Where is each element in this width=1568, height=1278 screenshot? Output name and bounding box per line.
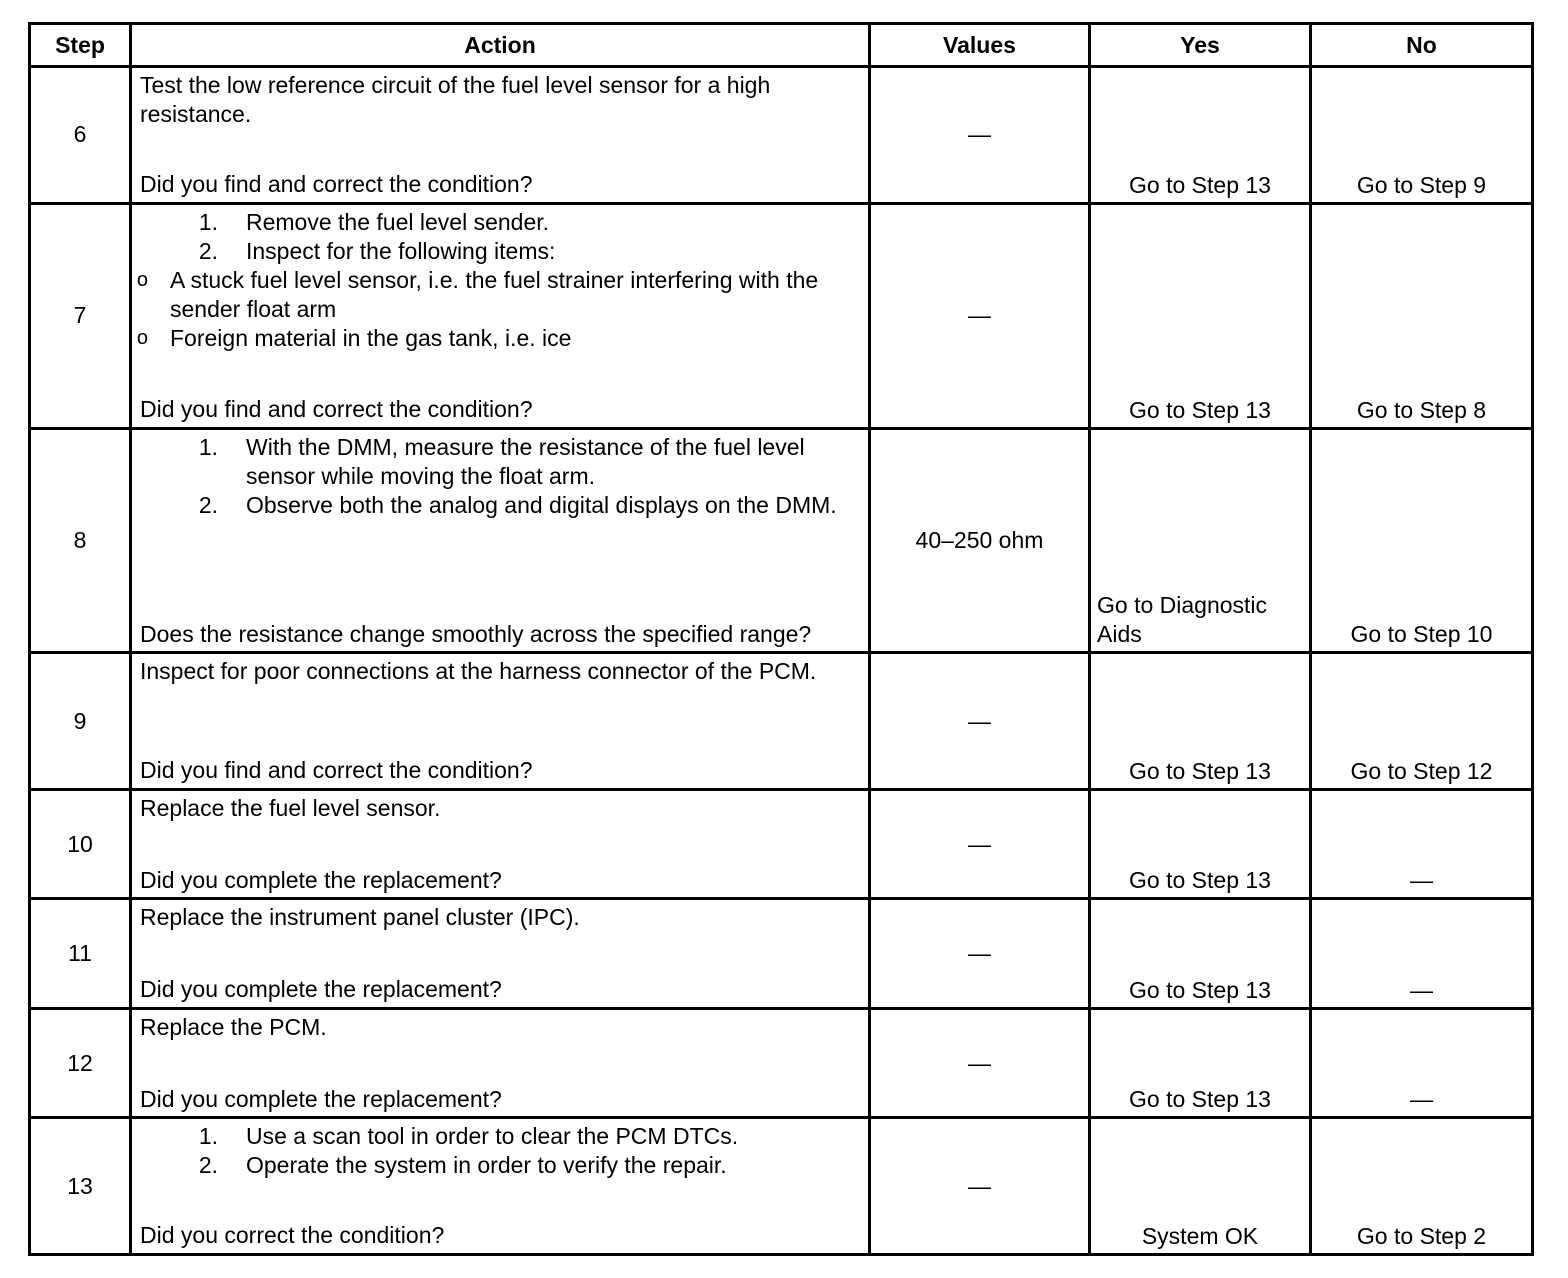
table-row xyxy=(30,1118,1533,1255)
action-cell xyxy=(131,428,870,653)
yes-cell xyxy=(1090,899,1311,1008)
list-item-number: 1. xyxy=(198,208,218,235)
header-step: Step xyxy=(30,24,131,67)
yes-result: System OK xyxy=(1141,1223,1259,1249)
action-instructions xyxy=(140,794,860,823)
list-item-text: Observe both the analog and digital displays on the DMM. xyxy=(246,491,837,518)
table-row xyxy=(30,899,1533,1008)
list-item-number: 2. xyxy=(198,491,218,518)
header-values: Values xyxy=(870,24,1090,67)
values-cell: — xyxy=(870,899,1090,1008)
action-content xyxy=(132,430,868,651)
list-item-number: 1. xyxy=(198,1123,218,1150)
table-row xyxy=(30,653,1533,790)
values-cell: — xyxy=(870,67,1090,204)
action-question: Did you complete the replacement? xyxy=(140,1085,502,1112)
step-number: 10 xyxy=(30,790,131,899)
table-row xyxy=(30,428,1533,653)
sub-list-item xyxy=(68,324,860,353)
action-instructions xyxy=(140,71,860,129)
list-item-number: 2. xyxy=(198,1152,218,1179)
sub-list xyxy=(68,266,860,353)
list-item xyxy=(140,1122,860,1151)
table-row xyxy=(30,203,1533,428)
values-cell: — xyxy=(870,203,1090,428)
list-item xyxy=(140,208,860,237)
action-cell xyxy=(131,67,870,204)
yes-result: Go to Diagnostic Aids xyxy=(1097,592,1268,648)
diagnostic-table xyxy=(28,22,1534,1256)
header-action: Action xyxy=(131,24,870,67)
no-result: Go to Step 2 xyxy=(1356,1223,1487,1249)
values-cell: 40–250 ohm xyxy=(870,428,1090,653)
action-content xyxy=(132,68,868,201)
step-number: 8 xyxy=(30,428,131,653)
action-steps-list xyxy=(140,1122,860,1180)
step-number: 7 xyxy=(30,203,131,428)
list-item-text: Remove the fuel level sender. xyxy=(246,208,550,235)
list-item-number: 2. xyxy=(198,237,218,264)
action-question: Did you complete the replacement? xyxy=(140,867,502,893)
no-result: — xyxy=(1410,867,1433,894)
table-row xyxy=(30,1008,1533,1117)
no-cell xyxy=(1311,1008,1533,1117)
step-number: 12 xyxy=(30,1008,131,1117)
yes-cell xyxy=(1090,428,1311,653)
header-yes: Yes xyxy=(1090,24,1311,67)
yes-result: Go to Step 13 xyxy=(1129,396,1271,423)
action-content xyxy=(132,791,868,897)
action-question: Did you correct the condition? xyxy=(140,1222,445,1249)
action-cell xyxy=(131,653,870,790)
no-result: — xyxy=(1410,1086,1433,1113)
list-item-text: Operate the system in order to verify the repair. xyxy=(246,1152,727,1179)
step-number: 9 xyxy=(30,653,131,790)
no-cell xyxy=(1311,653,1533,790)
no-result: Go to Step 12 xyxy=(1350,758,1493,784)
yes-cell xyxy=(1090,67,1311,204)
list-item xyxy=(140,491,860,520)
no-cell xyxy=(1311,428,1533,653)
no-result: Go to Step 8 xyxy=(1356,396,1487,423)
action-cell xyxy=(131,899,870,1008)
action-instructions xyxy=(140,903,860,932)
yes-cell xyxy=(1090,653,1311,790)
action-content xyxy=(132,900,868,1006)
action-steps-list xyxy=(136,208,860,353)
no-cell xyxy=(1311,67,1533,204)
yes-result: Go to Step 13 xyxy=(1129,976,1271,1003)
header-row xyxy=(30,24,1533,67)
list-item-content xyxy=(246,1122,860,1151)
list-item-text: Inspect for the following items: xyxy=(246,237,556,264)
list-item-number: 1. xyxy=(198,433,218,460)
list-item-text: With the DMM, measure the resistance of the fuel level sensor while moving the float arm. xyxy=(246,433,805,489)
list-item xyxy=(136,237,860,353)
list-item-content xyxy=(136,237,860,353)
yes-result: Go to Step 13 xyxy=(1129,867,1271,894)
step-number: 11 xyxy=(30,899,131,1008)
list-item-text: Use a scan tool in order to clear the PCM DTCs. xyxy=(246,1123,739,1150)
action-question: Did you complete the replacement? xyxy=(140,976,502,1003)
yes-cell xyxy=(1090,790,1311,899)
yes-result: Go to Step 13 xyxy=(1129,758,1271,784)
list-item xyxy=(140,433,860,491)
no-result: — xyxy=(1410,976,1433,1003)
list-item-content xyxy=(246,433,860,491)
step-number: 13 xyxy=(30,1118,131,1255)
action-text: Replace the fuel level sensor. xyxy=(140,795,441,821)
action-cell xyxy=(131,1118,870,1255)
action-text: Replace the instrument panel cluster (IPC). xyxy=(140,904,580,931)
no-result: Go to Step 9 xyxy=(1356,171,1487,198)
no-result: Go to Step 10 xyxy=(1350,621,1493,648)
action-cell xyxy=(131,1008,870,1117)
list-item-content xyxy=(246,1151,860,1180)
list-item xyxy=(140,1151,860,1180)
values-cell: — xyxy=(870,1008,1090,1117)
action-instructions xyxy=(140,1122,860,1180)
action-content xyxy=(132,1010,868,1116)
action-question: Did you find and correct the condition? xyxy=(140,171,533,197)
action-instructions xyxy=(140,657,860,686)
sub-list-item-text: Foreign material in the gas tank, i.e. ice xyxy=(170,324,572,351)
action-question: Did you find and correct the condition? xyxy=(140,395,533,422)
bullet-marker: o xyxy=(136,268,148,291)
list-item-content xyxy=(246,491,860,520)
table-row xyxy=(30,790,1533,899)
action-question: Does the resistance change smoothly across the specified range? xyxy=(140,620,812,647)
step-number: 6 xyxy=(30,67,131,204)
yes-cell xyxy=(1090,1118,1311,1255)
values-cell: — xyxy=(870,1118,1090,1255)
action-content xyxy=(132,654,868,787)
sub-list-item-text: A stuck fuel level sensor, i.e. the fuel strainer interfering with the sender float arm xyxy=(170,266,819,322)
sub-list-item xyxy=(68,266,860,324)
action-instructions xyxy=(140,1013,860,1042)
action-text: Inspect for poor connections at the harness connector of the PCM. xyxy=(140,658,817,685)
action-instructions xyxy=(140,433,860,520)
yes-result: Go to Step 13 xyxy=(1129,171,1271,198)
action-cell xyxy=(131,790,870,899)
header-no: No xyxy=(1311,24,1533,67)
table-row xyxy=(30,67,1533,204)
action-text: Replace the PCM. xyxy=(140,1013,327,1040)
yes-cell xyxy=(1090,203,1311,428)
action-instructions xyxy=(136,208,860,353)
no-cell xyxy=(1311,203,1533,428)
no-cell xyxy=(1311,1118,1533,1255)
action-text: Test the low reference circuit of the fuel level sensor for a high resistance. xyxy=(140,72,771,127)
yes-cell xyxy=(1090,1008,1311,1117)
list-item-content xyxy=(246,208,860,237)
action-steps-list xyxy=(140,433,860,520)
action-content xyxy=(132,1119,868,1252)
action-content xyxy=(132,205,868,426)
values-cell: — xyxy=(870,653,1090,790)
bullet-marker: o xyxy=(136,326,148,349)
no-cell xyxy=(1311,899,1533,1008)
values-cell: — xyxy=(870,790,1090,899)
yes-result: Go to Step 13 xyxy=(1129,1086,1271,1113)
action-question: Did you find and correct the condition? xyxy=(140,757,533,784)
no-cell xyxy=(1311,790,1533,899)
action-cell xyxy=(131,203,870,428)
